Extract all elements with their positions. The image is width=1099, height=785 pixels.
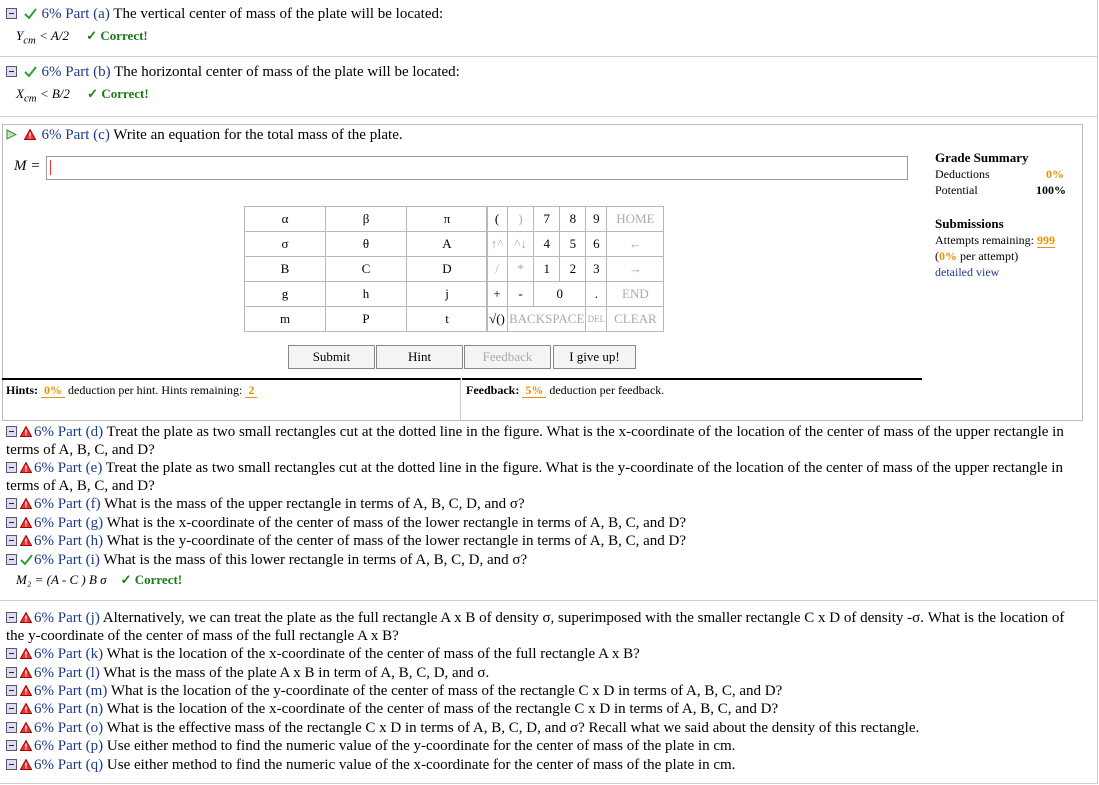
feedback-pct: 5% xyxy=(522,383,546,398)
part-label: Part (q) xyxy=(57,757,104,773)
part-label: Part (h) xyxy=(57,533,104,549)
part-k-header[interactable] xyxy=(6,645,1081,663)
collapse-icon[interactable] xyxy=(6,610,17,621)
part-pct: 6% xyxy=(34,683,54,699)
hints-pct: 0% xyxy=(41,383,65,398)
divider xyxy=(0,600,1097,601)
key-home[interactable]: HOME xyxy=(607,207,664,232)
part-pct: 6% xyxy=(34,515,54,531)
answer-rel: < A/2 xyxy=(35,28,69,43)
part-label: Part (i) xyxy=(57,552,100,568)
key-plus[interactable]: + xyxy=(487,282,508,307)
part-a-label: Part (a) xyxy=(65,6,110,22)
part-label: Part (m) xyxy=(57,683,108,699)
text-caret xyxy=(50,160,51,175)
key[interactable]: t xyxy=(407,307,488,332)
answer-value: M₂ = (A - C ) B σ xyxy=(16,572,107,587)
part-m-header[interactable] xyxy=(6,682,1081,700)
hints-remaining: 2 xyxy=(245,383,257,398)
part-f-header[interactable] xyxy=(6,495,1081,513)
part-pct: 6% xyxy=(34,665,54,681)
key[interactable]: π xyxy=(407,207,488,232)
collapse-icon[interactable] xyxy=(6,460,17,471)
part-text: What is the effective mass of the rectangle C x D in terms of A, B, C, D, and σ? Recall what we said about the density of this rectangle. xyxy=(106,720,920,736)
collapse-icon[interactable] xyxy=(6,552,17,563)
key-open-paren[interactable]: ( xyxy=(487,207,508,232)
part-text: What is the mass of the plate A x B in term of A, B, C, D, and σ. xyxy=(103,665,490,681)
checkmark-icon xyxy=(20,552,31,563)
part-pct: 6% xyxy=(34,738,54,754)
symbol-keypad xyxy=(244,206,488,332)
submissions-title xyxy=(935,216,1004,232)
potential-value: 100% xyxy=(1036,183,1066,197)
collapse-icon[interactable] xyxy=(6,646,17,657)
part-p-header[interactable] xyxy=(6,737,1081,755)
key-minus[interactable]: - xyxy=(508,282,534,307)
numeric-keypad xyxy=(486,206,664,332)
part-text: What is the y-coordinate of the center of mass of the lower rectangle in terms of A, B, C, and D? xyxy=(106,533,687,549)
part-a-text: The vertical center of mass of the plate will be located: xyxy=(113,6,444,22)
equation-input[interactable] xyxy=(46,156,908,180)
part-c-text: Write an equation for the total mass of the plate. xyxy=(113,127,403,143)
warning-icon xyxy=(20,683,31,694)
part-h-header[interactable] xyxy=(6,532,1081,550)
key[interactable]: α xyxy=(245,207,326,232)
grade-summary-title: Grade Summary xyxy=(935,150,1029,165)
warning-icon xyxy=(20,496,31,507)
checkmark-icon xyxy=(24,7,35,18)
key-1[interactable]: 1 xyxy=(534,257,560,282)
part-b-text: The horizontal center of mass of the plate will be located: xyxy=(114,64,460,80)
part-j-header[interactable] xyxy=(6,609,1081,645)
part-text: What is the mass of this lower rectangle in terms of A, B, C, D, and σ? xyxy=(103,552,528,568)
key[interactable]: θ xyxy=(326,232,407,257)
key-close-paren[interactable]: ) xyxy=(508,207,534,232)
part-g-header[interactable] xyxy=(6,514,1081,532)
answer-var: X xyxy=(16,86,24,101)
key[interactable]: P xyxy=(326,307,407,332)
key[interactable]: g xyxy=(245,282,326,307)
part-pct: 6% xyxy=(34,610,54,626)
part-text: What is the location of the x-coordinate of the center of mass of the full rectangle A x B? xyxy=(106,646,640,662)
key-3[interactable]: 3 xyxy=(586,257,607,282)
hint-button[interactable]: Hint xyxy=(376,345,463,369)
part-text: What is the x-coordinate of the center of mass of the lower rectangle in terms of A, B, C, and D? xyxy=(106,515,687,531)
part-pct: 6% xyxy=(34,496,54,512)
grade-summary xyxy=(935,150,1029,166)
key-multiply[interactable]: * xyxy=(508,257,534,282)
answer-sub: cm xyxy=(23,92,37,105)
per-attempt-text: per attempt) xyxy=(957,249,1019,263)
per-attempt-pct: 0% xyxy=(939,249,957,263)
key-clear[interactable]: CLEAR xyxy=(607,307,664,332)
key[interactable]: A xyxy=(407,232,488,257)
expand-arrow-icon[interactable] xyxy=(6,128,17,139)
correct-badge: ✓ Correct! xyxy=(86,28,148,43)
per-attempt: (0% per attempt) xyxy=(935,249,1019,263)
warning-icon xyxy=(20,424,31,435)
collapse-icon[interactable] xyxy=(6,757,17,768)
hints-bar xyxy=(2,378,461,420)
attempts-remaining xyxy=(935,233,1055,248)
warning-icon xyxy=(20,701,31,712)
part-c-label: Part (c) xyxy=(65,127,110,143)
collapse-icon[interactable] xyxy=(6,7,17,18)
divider xyxy=(0,56,1097,57)
part-label: Part (k) xyxy=(57,646,104,662)
submissions-title-text: Submissions xyxy=(935,216,1004,231)
key[interactable]: m xyxy=(245,307,326,332)
part-text: What is the mass of the upper rectangle in terms of A, B, C, D, and σ? xyxy=(104,496,525,512)
hints-text: deduction per hint. Hints remaining: xyxy=(68,383,243,397)
key[interactable]: σ xyxy=(245,232,326,257)
part-label: Part (o) xyxy=(57,720,104,736)
part-text: What is the location of the x-coordinate of the center of mass of the rectangle C x D in terms of A, B, C, and D? xyxy=(106,701,779,717)
deductions-label: Deductions xyxy=(935,167,990,181)
key-superscript[interactable]: ↑^ xyxy=(487,232,508,257)
part-pct: 6% xyxy=(34,757,54,773)
key[interactable]: B xyxy=(245,257,326,282)
part-a-pct: 6% xyxy=(41,6,62,22)
part-l-header[interactable] xyxy=(6,664,1081,682)
key-backspace[interactable]: BACKSPACE xyxy=(508,307,586,332)
collapse-icon[interactable] xyxy=(6,533,17,544)
warning-icon xyxy=(20,738,31,749)
collapse-icon[interactable] xyxy=(6,720,17,731)
part-label: Part (g) xyxy=(57,515,104,531)
part-pct: 6% xyxy=(34,552,54,568)
hints-label: Hints: xyxy=(6,383,39,397)
attempts-label: Attempts remaining: xyxy=(935,233,1034,247)
key-5[interactable]: 5 xyxy=(560,232,586,257)
key-left-arrow[interactable]: ← xyxy=(607,232,664,257)
part-pct: 6% xyxy=(34,646,54,662)
warning-icon xyxy=(20,610,31,621)
collapse-icon[interactable] xyxy=(6,738,17,749)
collapse-icon[interactable] xyxy=(6,424,17,435)
part-pct: 6% xyxy=(34,720,54,736)
warning-icon xyxy=(20,533,31,544)
part-label: Part (j) xyxy=(57,610,100,626)
key-0[interactable]: 0 xyxy=(534,282,586,307)
part-label: Part (p) xyxy=(57,738,104,754)
attempts-value: 999 xyxy=(1036,233,1055,247)
part-b-header[interactable] xyxy=(6,64,460,81)
collapse-icon[interactable] xyxy=(6,65,17,76)
part-a-header[interactable] xyxy=(6,6,443,23)
part-b-pct: 6% xyxy=(41,64,62,80)
part-text: Use either method to find the numeric value of the x-coordinate for the center of mass of the plate in cm. xyxy=(106,757,736,773)
key-delete[interactable]: DEL xyxy=(586,307,607,332)
warning-icon xyxy=(24,128,35,139)
correct-badge: ✓ Correct! xyxy=(120,572,183,587)
part-pct: 6% xyxy=(34,701,54,717)
feedback-bar xyxy=(462,378,922,420)
key-decimal[interactable]: . xyxy=(586,282,607,307)
part-text: What is the location of the y-coordinate of the center of mass of the rectangle C x D in terms of A, B, C, and D? xyxy=(110,683,783,699)
warning-icon xyxy=(20,515,31,526)
part-label: Part (d) xyxy=(57,424,104,440)
submit-button[interactable]: Submit xyxy=(288,345,375,369)
key-subscript[interactable]: ^↓ xyxy=(508,232,534,257)
detailed-view-link[interactable]: detailed view xyxy=(935,265,1000,279)
part-c-pct: 6% xyxy=(41,127,62,143)
part-pct: 6% xyxy=(34,424,54,440)
part-text: Use either method to find the numeric value of the y-coordinate for the center of mass of the plate in cm. xyxy=(106,738,736,754)
feedback-label: Feedback: xyxy=(466,383,520,397)
part-c-header[interactable] xyxy=(6,127,403,144)
key-divide[interactable]: / xyxy=(487,257,508,282)
warning-icon xyxy=(20,757,31,768)
deductions-value: 0% xyxy=(1046,167,1064,181)
part-a-answer xyxy=(16,28,148,47)
key[interactable]: D xyxy=(407,257,488,282)
part-i-answer xyxy=(16,572,182,588)
equation-label: M = xyxy=(14,158,41,174)
key[interactable]: j xyxy=(407,282,488,307)
collapse-icon[interactable] xyxy=(6,683,17,694)
part-i-header[interactable] xyxy=(6,551,1081,569)
part-label: Part (n) xyxy=(57,701,104,717)
warning-icon xyxy=(20,720,31,731)
answer-sub: cm xyxy=(23,34,36,47)
collapse-icon[interactable] xyxy=(6,515,17,526)
key-end[interactable]: END xyxy=(607,282,664,307)
part-pct: 6% xyxy=(34,533,54,549)
part-e-header[interactable] xyxy=(6,459,1081,495)
key-8[interactable]: 8 xyxy=(560,207,586,232)
feedback-text: deduction per feedback. xyxy=(549,383,665,397)
key[interactable]: C xyxy=(326,257,407,282)
key[interactable]: β xyxy=(326,207,407,232)
feedback-button[interactable]: Feedback xyxy=(464,345,551,369)
part-text: Treat the plate as two small rectangles cut at the dotted line in the figure. What is the x-coordinate of the location of the center of mass of the upper rectangle in terms of A, B, C, and D? xyxy=(6,424,1064,458)
key-4[interactable]: 4 xyxy=(534,232,560,257)
key-2[interactable]: 2 xyxy=(560,257,586,282)
part-text: Alternatively, we can treat the plate as the full rectangle A x B of density σ, superimposed with the smaller rectangle C x D of density -σ. What is the location of the y-coordinate of the center of mass of the full rectangle A x B? xyxy=(6,610,1065,644)
part-d-header[interactable] xyxy=(6,423,1081,459)
collapse-icon[interactable] xyxy=(6,665,17,676)
potential-label: Potential xyxy=(935,183,978,197)
part-q-header[interactable] xyxy=(6,756,1081,774)
key-sqrt[interactable]: √() xyxy=(487,307,508,332)
key-7[interactable]: 7 xyxy=(534,207,560,232)
part-text: Treat the plate as two small rectangles cut at the dotted line in the figure. What is the y-coordinate of the location of the center of mass of the upper rectangle in terms of A, B, C, and D? xyxy=(6,460,1063,494)
part-pct: 6% xyxy=(34,460,54,476)
key-6[interactable]: 6 xyxy=(586,232,607,257)
collapse-icon[interactable] xyxy=(6,701,17,712)
warning-icon xyxy=(20,646,31,657)
answer-var: Y xyxy=(16,28,24,43)
correct-badge: ✓ Correct! xyxy=(87,86,149,101)
part-b-label: Part (b) xyxy=(65,64,111,80)
warning-icon xyxy=(20,460,31,471)
key-right-arrow[interactable]: → xyxy=(607,257,664,282)
part-n-header[interactable] xyxy=(6,700,1081,718)
warning-icon xyxy=(20,665,31,676)
divider xyxy=(0,116,1097,117)
key[interactable]: h xyxy=(326,282,407,307)
part-b-answer xyxy=(16,86,149,105)
part-label: Part (e) xyxy=(57,460,103,476)
answer-rel: < B/2 xyxy=(36,86,70,101)
key-9[interactable]: 9 xyxy=(586,207,607,232)
part-label: Part (l) xyxy=(57,665,100,681)
part-label: Part (f) xyxy=(57,496,101,512)
checkmark-icon xyxy=(24,65,35,76)
collapse-icon[interactable] xyxy=(6,496,17,507)
part-o-header[interactable] xyxy=(6,719,1081,737)
give-up-button[interactable]: I give up! xyxy=(553,345,636,369)
